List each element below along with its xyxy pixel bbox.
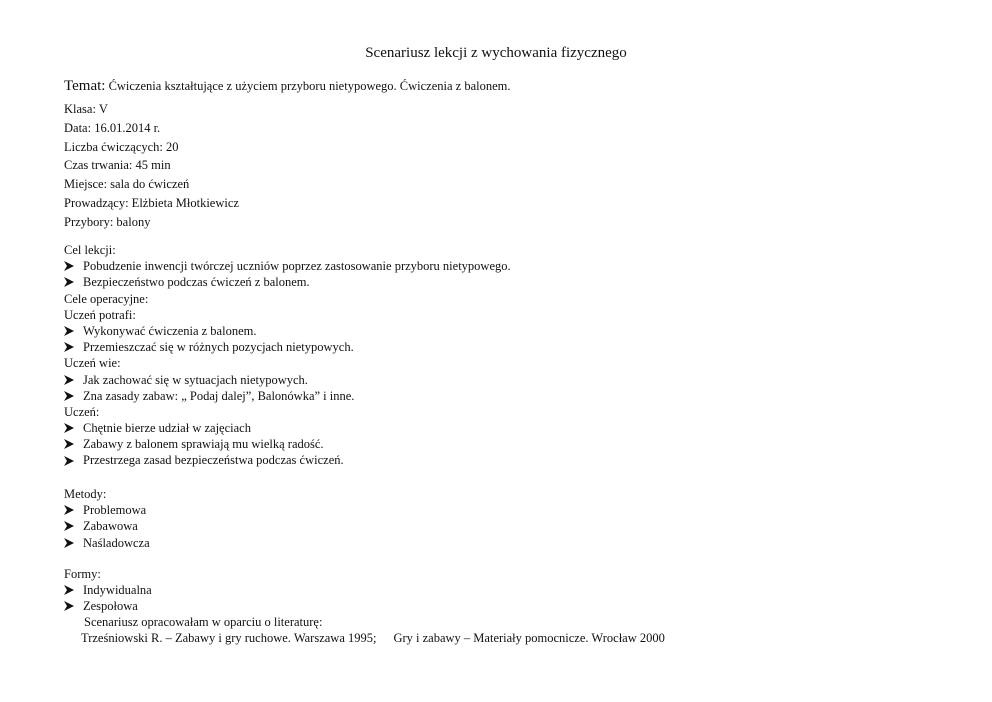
student-heading: Uczeń: — [64, 404, 100, 419]
topic-label: Temat: — [64, 78, 106, 94]
arrowhead-bullet-icon — [64, 439, 74, 449]
methods-heading: Metody: — [64, 487, 107, 501]
arrowhead-bullet-icon — [64, 601, 74, 611]
arrowhead-bullet-icon — [64, 326, 74, 336]
duration-line: Czas trwania: 45 min — [64, 158, 171, 173]
list-item — [64, 535, 150, 551]
list-item — [64, 372, 511, 388]
place-line: Miejsce: sala do ćwiczeń — [64, 177, 190, 192]
literature-line — [81, 630, 665, 646]
list-item-text: Wykonywać ćwiczenia z balonem. — [83, 323, 257, 338]
arrowhead-bullet-icon — [64, 521, 74, 531]
topic-value: Ćwiczenia kształtujące z użyciem przyboru nietypowego. Ćwiczenia z balonem. — [108, 79, 511, 93]
equipment-line: Przybory: balony — [64, 214, 151, 229]
arrowhead-bullet-icon — [64, 261, 74, 271]
list-item-text: Indywidualna — [83, 583, 152, 598]
arrowhead-bullet-icon — [64, 277, 74, 287]
literature-source-2: Gry i zabawy – Materiały pomocnicze. Wrocław 2000 — [393, 631, 665, 646]
operational-objectives-heading: Cele operacyjne: — [64, 291, 149, 306]
list-item — [64, 274, 511, 290]
list-item — [64, 518, 150, 534]
student-can-heading: Uczeń potrafi: — [64, 307, 136, 322]
arrowhead-bullet-icon — [64, 375, 74, 385]
list-item — [64, 339, 511, 355]
list-item-text: Zabawowa — [83, 519, 138, 534]
list-item-text: Przestrzega zasad bezpieczeństwa podczas ćwiczeń. — [83, 453, 344, 468]
list-item — [64, 388, 511, 404]
list-item — [64, 452, 511, 468]
list-item-text: Problemowa — [83, 503, 147, 518]
topic-line — [64, 77, 511, 96]
arrowhead-bullet-icon — [64, 585, 74, 595]
lesson-info — [64, 100, 239, 232]
student-knows-heading: Uczeń wie: — [64, 356, 121, 371]
literature-source-1: Trześniowski R. – Zabawy i gry ruchowe. Warszawa 1995; — [81, 631, 377, 646]
forms-heading: Formy: — [64, 567, 101, 581]
arrowhead-bullet-icon — [64, 538, 74, 548]
teacher-line: Prowadzący: Elżbieta Młotkiewicz — [64, 195, 239, 210]
list-item — [64, 598, 152, 614]
participants-line: Liczba ćwiczących: 20 — [64, 139, 179, 154]
arrowhead-bullet-icon — [64, 423, 74, 433]
list-item-text: Zabawy z balonem sprawiają mu wielką radość. — [83, 437, 324, 452]
arrowhead-bullet-icon — [64, 391, 74, 401]
list-item-text: Pobudzenie inwencji twórczej uczniów poprzez zastosowanie przyboru nietypowego. — [83, 259, 511, 274]
list-item — [64, 582, 152, 598]
list-item — [64, 436, 511, 452]
date-line: Data: 16.01.2014 r. — [64, 120, 161, 135]
list-item-text: Zespołowa — [83, 599, 138, 614]
document-title: Scenariusz lekcji z wychowania fizycznego — [365, 45, 627, 61]
list-item-text: Zna zasady zabaw: „ Podaj dalej”, Balonówka” i inne. — [83, 388, 355, 403]
sources-section — [81, 614, 665, 646]
methods-section — [64, 486, 150, 551]
list-item — [64, 258, 511, 274]
sources-intro: Scenariusz opracowałam w oparciu o literaturę: — [84, 615, 323, 629]
list-item-text: Jak zachować się w sytuacjach nietypowych. — [83, 372, 308, 387]
objectives-heading: Cel lekcji: — [64, 243, 116, 257]
arrowhead-bullet-icon — [64, 456, 74, 466]
list-item-text: Przemieszczać się w różnych pozycjach nietypowych. — [83, 340, 354, 355]
list-item — [64, 502, 150, 518]
list-item — [64, 323, 511, 339]
list-item-text: Naśladowcza — [83, 535, 150, 550]
forms-section — [64, 566, 152, 615]
class-line: Klasa: V — [64, 102, 108, 116]
list-item — [64, 420, 511, 436]
objectives-section — [64, 242, 511, 469]
list-item-text: Bezpieczeństwo podczas ćwiczeń z balonem. — [83, 275, 310, 290]
arrowhead-bullet-icon — [64, 342, 74, 352]
list-item-text: Chętnie bierze udział w zajęciach — [83, 421, 251, 436]
arrowhead-bullet-icon — [64, 505, 74, 515]
